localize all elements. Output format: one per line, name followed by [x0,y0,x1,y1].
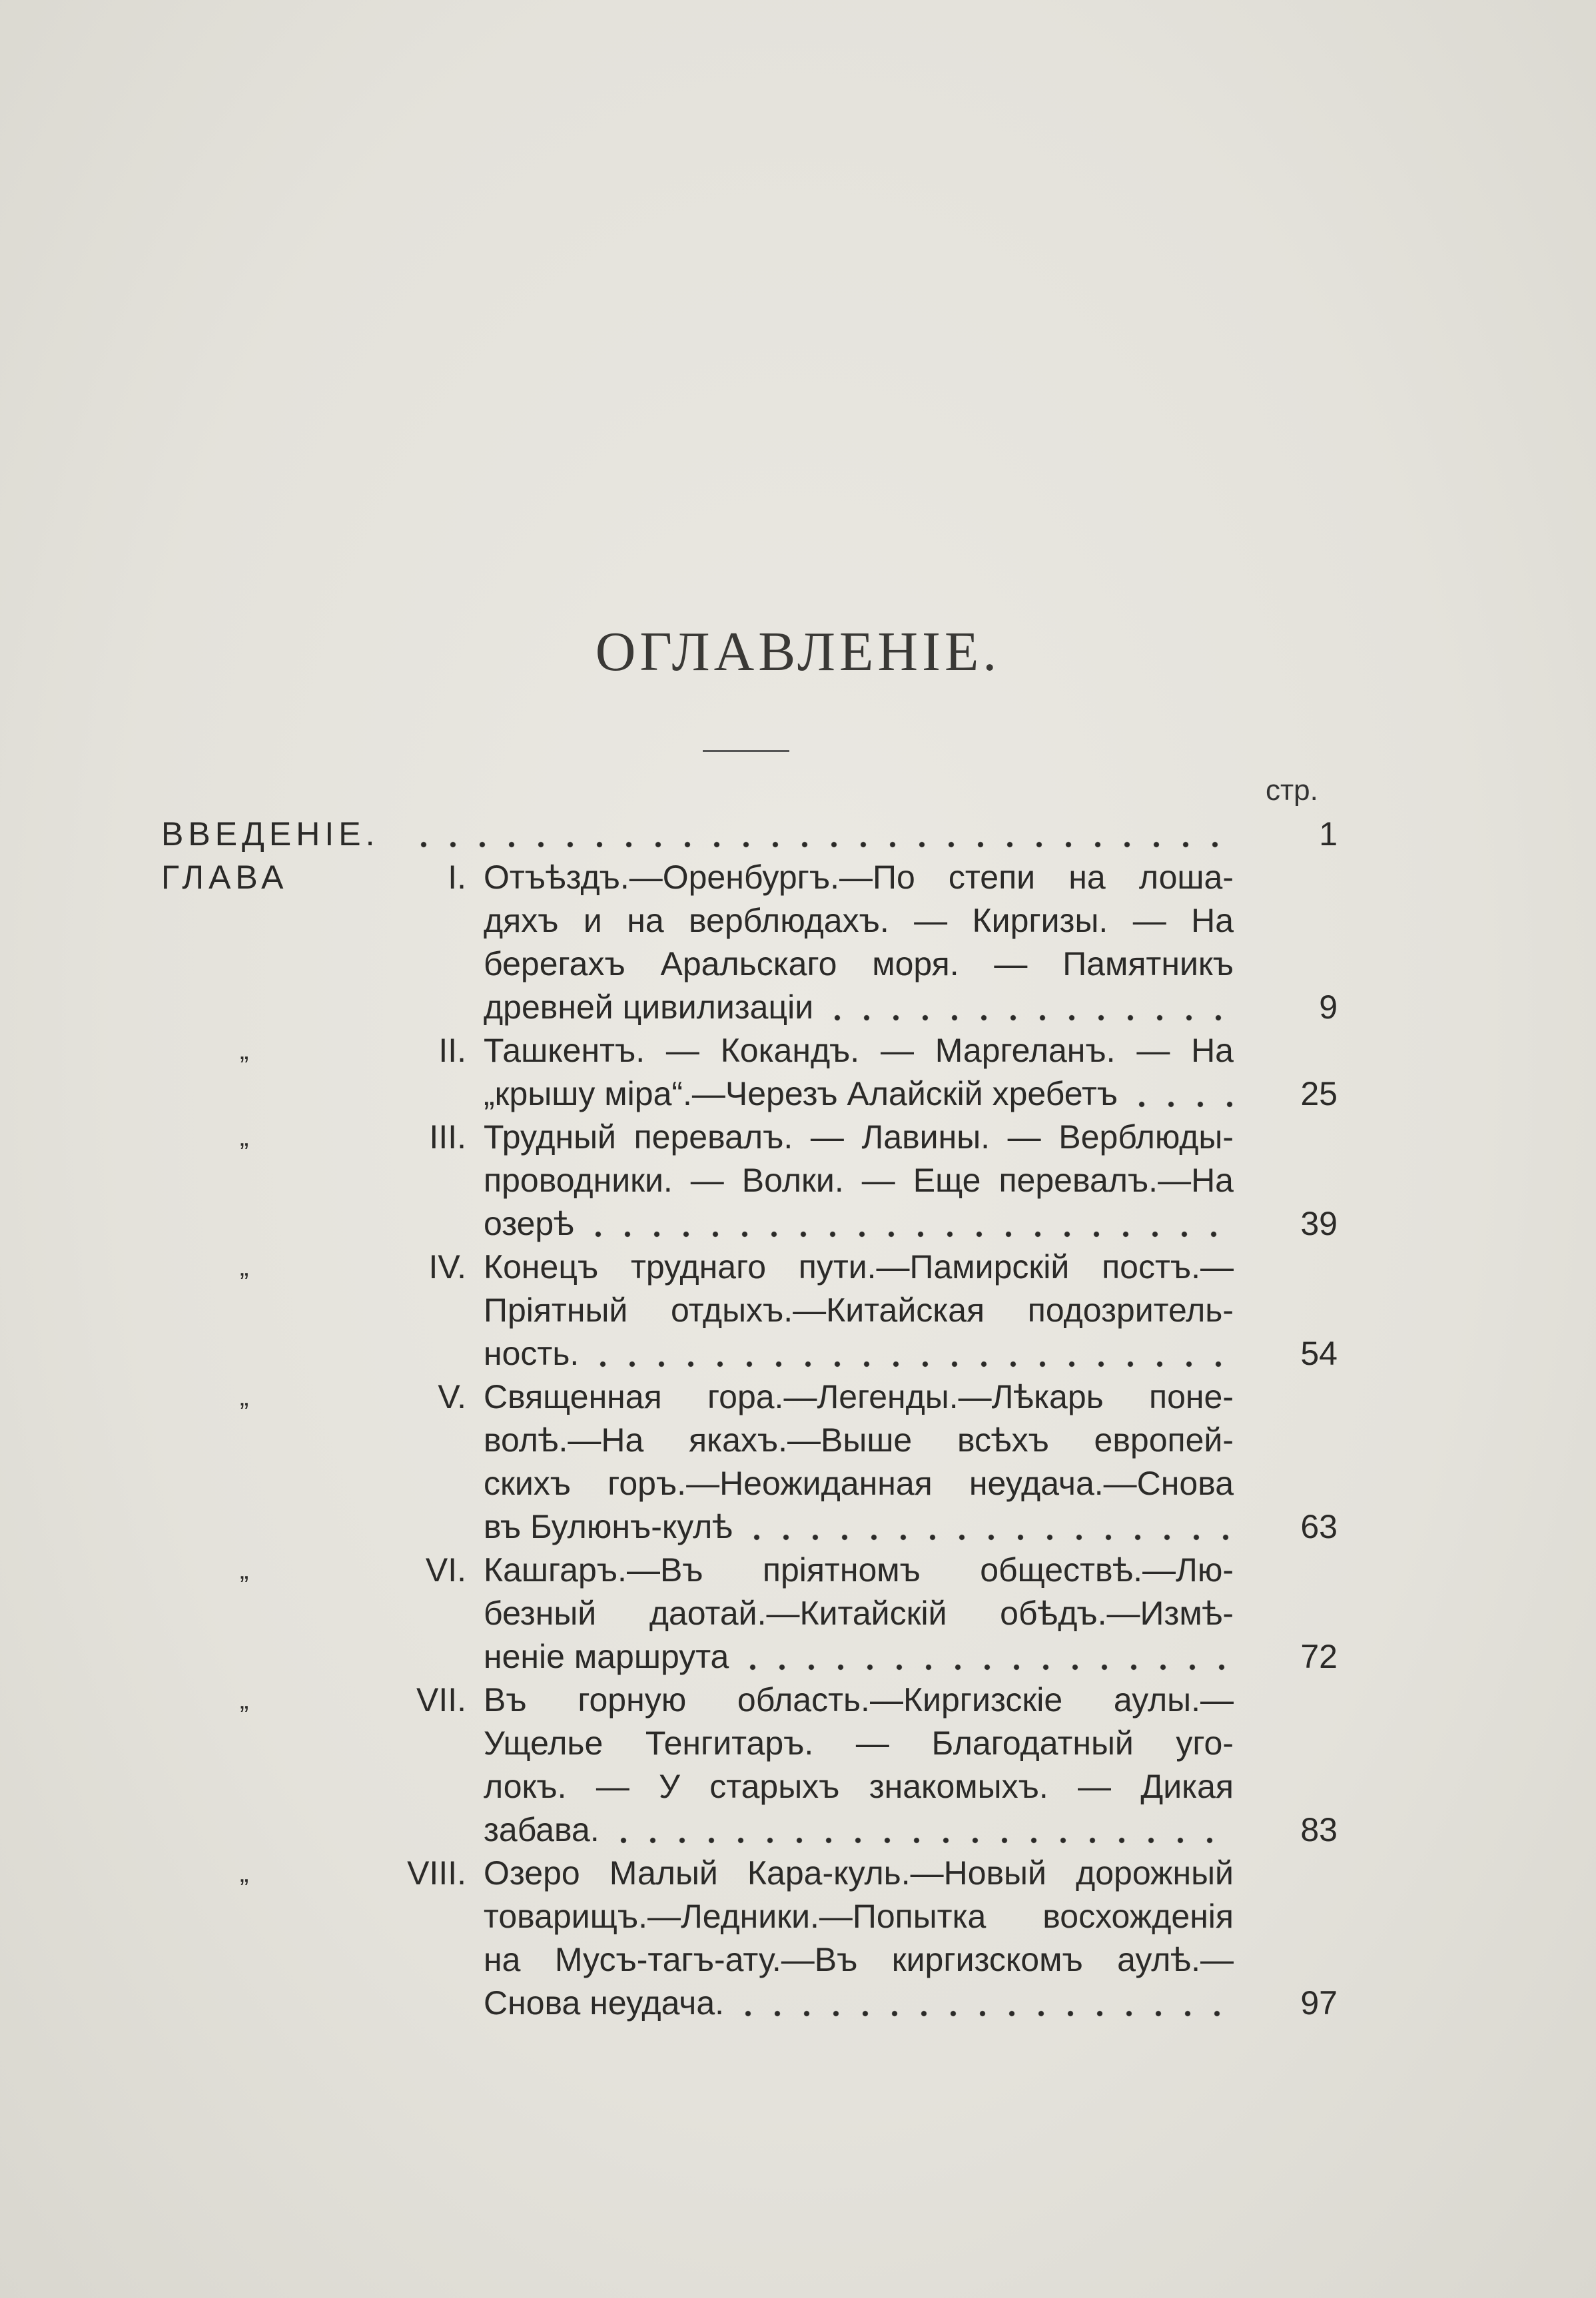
toc-entry-continuation [0,1072,1596,1116]
toc-entry-chapter [0,856,1596,899]
chapter-title-text: проводники. — Волки. — Еще перевалъ.—На [484,1162,1234,1199]
toc-entry-chapter [0,1852,1596,1895]
chapter-title-text: древней цивилизаціи [484,988,814,1026]
page-number: 9 [1319,988,1338,1026]
chapter-numeral: VII. [416,1681,466,1719]
toc-entry-continuation [0,1895,1596,1938]
toc-line [484,1852,1234,1895]
toc-entry-introduction [0,813,1596,856]
toc-entry-continuation [0,1808,1596,1852]
ditto-mark: „ [240,1555,249,1585]
page-number: 39 [1300,1205,1338,1242]
toc-entry-chapter [0,1679,1596,1722]
toc-line [484,1938,1234,1982]
toc-line [484,1635,1234,1679]
chapter-title-text: на Мусъ-тагъ-ату.—Въ киргизскомъ аулѣ.— [484,1941,1234,1978]
page-title: ОГЛАВЛЕНІЕ. [595,621,1001,683]
toc-line [484,1462,1234,1505]
dot-leader [738,1635,1234,1679]
toc-line [484,1072,1234,1116]
chapter-title-text: Отъѣздъ.—Оренбургъ.—По степи на лоша- [484,859,1234,896]
chapter-title-text: скихъ горъ.—Неожиданная неудача.—Снова [484,1465,1234,1502]
toc-line [484,1246,1234,1289]
chapter-title-text: дяхъ и на верблюдахъ. — Киргизы. — На [484,902,1234,939]
chapter-title-text: Кашгаръ.—Въ пріятномъ обществѣ.—Лю- [484,1551,1234,1589]
toc-line [484,1202,1234,1246]
toc-line [484,1116,1234,1159]
ditto-mark: „ [240,1122,249,1152]
toc-line [484,1505,1234,1549]
toc-entry-continuation [0,1419,1596,1462]
page-number: 97 [1300,1984,1338,2022]
chapter-numeral: IV. [428,1248,466,1286]
toc-entry-continuation [0,1202,1596,1246]
ditto-mark: „ [240,1036,249,1065]
ditto-mark: „ [240,1858,249,1888]
toc-line [484,856,1234,899]
toc-entry-chapter [0,1246,1596,1289]
ditto-mark: „ [240,1685,249,1715]
toc-line [484,1765,1234,1808]
ditto-mark: „ [240,1252,249,1282]
toc-line [484,1159,1234,1202]
toc-line [484,1722,1234,1765]
introduction-label: ВВЕДЕНІЕ. [161,815,380,853]
dot-leader [588,1332,1234,1375]
dot-leader [609,1808,1234,1852]
chapter-numeral: III. [429,1118,466,1156]
toc-entry-chapter [0,1375,1596,1419]
toc-entry-continuation [0,1332,1596,1375]
toc-entry-continuation [0,1462,1596,1505]
title-divider [703,750,789,752]
toc-entry-continuation [0,1982,1596,2025]
page-number: 63 [1300,1508,1338,1545]
page-number: 25 [1300,1075,1338,1112]
chapter-title-text: Ущелье Тенгитаръ. — Благодатный уго- [484,1724,1234,1762]
chapter-title-text: Конецъ труднаго пути.—Памирскій постъ.— [484,1248,1234,1286]
toc-line [484,943,1234,986]
chapter-numeral: II. [438,1032,466,1069]
chapter-title-text: ность. [484,1335,580,1372]
toc-entry-continuation [0,1289,1596,1332]
toc-line [484,1289,1234,1332]
toc-line [400,813,1234,856]
toc-entry-continuation [0,1159,1596,1202]
toc-entry-continuation [0,899,1596,943]
toc-line [484,1549,1234,1592]
chapter-numeral: VI. [425,1551,466,1589]
chapter-numeral: V. [438,1378,466,1415]
toc-entry-continuation [0,1505,1596,1549]
page-number: 1 [1319,815,1338,853]
toc-line [484,1592,1234,1635]
toc-entry-continuation [0,1938,1596,1982]
toc-entry-continuation [0,1635,1596,1679]
toc-line [484,1375,1234,1419]
toc-entry-continuation [0,1592,1596,1635]
toc-line [484,899,1234,943]
toc-entry-continuation [0,1765,1596,1808]
toc-line [484,1895,1234,1938]
toc-line [484,1679,1234,1722]
toc-entry-continuation [0,986,1596,1029]
toc-entry-chapter [0,1549,1596,1592]
toc-line [484,1029,1234,1072]
toc-entry-continuation [0,943,1596,986]
chapter-title-text: Снова неудача. [484,1984,725,2022]
chapter-title-text: Ташкентъ. — Кокандъ. — Маргеланъ. — На [484,1032,1234,1069]
chapter-title-text: Пріятный отдыхъ.—Китайская подозритель- [484,1292,1234,1329]
chapter-title-text: Священная гора.—Легенды.—Лѣкарь поне- [484,1378,1234,1415]
chapter-title-text: озерѣ [484,1205,574,1242]
toc-entry-chapter [0,1116,1596,1159]
chapter-title-text: Озеро Малый Кара-куль.—Новый дорожный [484,1854,1234,1892]
dot-leader [742,1505,1234,1549]
chapter-title-text: забава. [484,1811,599,1848]
toc-line [484,1419,1234,1462]
chapter-numeral: I. [448,859,466,896]
toc-line [484,986,1234,1029]
chapter-title-text: берегахъ Аральскаго моря. — Памятникъ [484,945,1234,982]
chapter-numeral: VIII. [407,1854,466,1892]
page-number: 83 [1300,1811,1338,1848]
toc-line [484,1982,1234,2025]
page-number: 54 [1300,1335,1338,1372]
ditto-mark: „ [240,1382,249,1411]
toc-entry-continuation [0,1722,1596,1765]
dot-leader [584,1202,1234,1246]
dot-leader [733,1982,1234,2025]
toc-line [484,1332,1234,1375]
chapter-title-text: въ Булюнъ-кулѣ [484,1508,733,1545]
chapter-label: ГЛАВА [161,859,288,896]
chapter-title-text: Въ горную область.—Киргизскіе аулы.— [484,1681,1234,1719]
page-number: 72 [1300,1638,1338,1675]
chapter-title-text: „крышу міра“.—Черезъ Алайскій хребетъ [484,1075,1118,1112]
chapter-title-text: волѣ.—На якахъ.—Выше всѣхъ европей- [484,1421,1234,1459]
dot-leader [409,813,1234,856]
chapter-title-text: товарищъ.—Ледники.—Попытка восхожденія [484,1898,1234,1935]
page-column-header: стр. [1266,774,1318,807]
toc-line [484,1808,1234,1852]
toc-entry-chapter [0,1029,1596,1072]
chapter-title-text: локъ. — У старыхъ знакомыхъ. — Дикая [484,1768,1234,1805]
dot-leader [823,986,1234,1029]
dot-leader [1127,1072,1234,1116]
chapter-title-text: Трудный перевалъ. — Лавины. — Верблюды- [484,1118,1234,1156]
chapter-title-text: неніе маршрута [484,1638,729,1675]
chapter-title-text: безный даотай.—Китайскій обѣдъ.—Измѣ- [484,1595,1234,1632]
